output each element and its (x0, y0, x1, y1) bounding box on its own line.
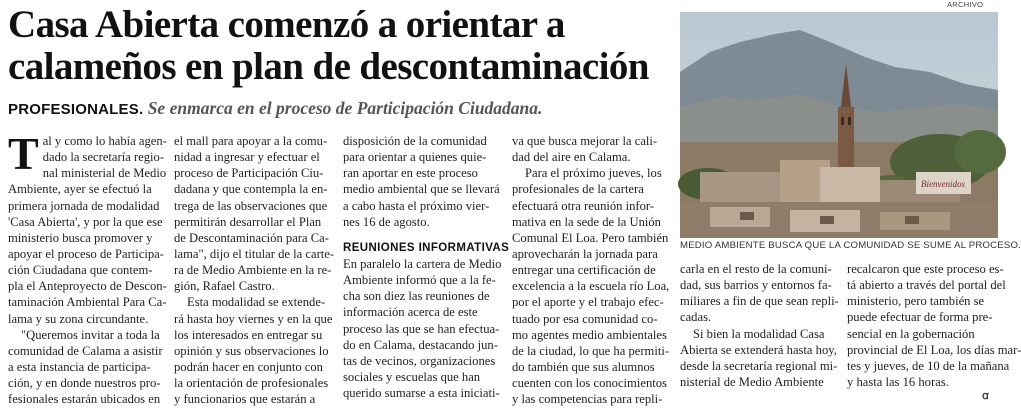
text-line: proceso de Participación Ciu- (174, 166, 324, 181)
text-line: mativa en la sede de la Unión (512, 214, 661, 229)
text-line: ción, y en donde nuestros pro- (8, 376, 161, 391)
text-line: para orientar a quienes quie- (343, 150, 487, 165)
text-line: medio ambiental que se llevará (343, 182, 500, 197)
text-line: aprovecharán la jornada para (512, 246, 658, 261)
church-tower (838, 107, 854, 167)
article-column-6 (847, 261, 1021, 390)
text-line: pla el Anteproyecto de Descon- (8, 279, 167, 294)
text-line: tas de vecinos, organizaciones (343, 353, 496, 368)
headline-line-2: calameños en plan de descontaminación (8, 45, 649, 88)
text-line: y hasta las 16 horas. (847, 374, 949, 389)
text-line: a cabo hasta el próximo vier- (343, 198, 490, 213)
text-line: tá abierto a través del portal del (847, 278, 1006, 293)
text-line: Si bien la modalidad Casa (693, 326, 825, 341)
text-line: información acerca de este (343, 305, 478, 320)
text-line: rá hasta hoy viernes y en la que (174, 311, 333, 326)
text-line: ministerio busca promover y (8, 230, 153, 245)
text-line: lama", dijo el titular de la carte- (174, 246, 335, 261)
text-line: la orientación de profesionales (174, 376, 329, 391)
text-line: entregar una certificación de (512, 263, 656, 278)
text-line: dad, sus barrios y entornos fa- (680, 278, 832, 293)
text-line: va que busca mejorar la cali- (512, 134, 658, 148)
text-line: profesionales de la cartera (512, 182, 644, 197)
mural-text: Bienvenidos (921, 179, 965, 189)
text-line: ra de Medio Ambiente en la re- (174, 263, 332, 278)
text-line: lama y su zona circundante. (8, 311, 149, 326)
subhead-text: Se enmarca en el proceso de Participación Ciudadana. (147, 98, 543, 118)
text-line: ción Ciudadana que contem- (8, 263, 153, 278)
text-line: nes 16 de agosto. (343, 214, 430, 229)
text-line: nidad a ingresar y efectuar el (174, 150, 320, 165)
text-line: cadas. (680, 310, 712, 325)
text-line: comunidad de Calama a asistir (8, 343, 163, 358)
text-line: de Descontaminación para Ca- (174, 230, 329, 245)
text-line: fesionales estarán ubicados en (8, 392, 161, 407)
article-column-3 (343, 133, 510, 401)
text-line: apoyar el proceso de Participa- (8, 246, 164, 261)
text-line: recalcaron que este proceso es- (847, 262, 1004, 276)
photo-credit: ARCHIVO (947, 0, 984, 9)
article-column-2 (174, 133, 335, 407)
text-line: dado la secretaría regio- (42, 150, 165, 165)
text-line: cuenten con los conocimientos (512, 376, 667, 391)
text-line: 'Casa Abierta', y por la que ese (8, 214, 163, 229)
text-line: mo agentes medio ambientales (512, 327, 667, 342)
text-line: los interesados en entregar su (174, 327, 323, 342)
text-line: desde la secretaría regional mi- (680, 358, 838, 373)
text-line: gión, Rafael Castro. (174, 279, 275, 294)
text-line: tes y jueves, de 10 de la mañana (847, 358, 1010, 373)
subhead (8, 97, 668, 121)
subhead-label: PROFESIONALES. (8, 101, 144, 118)
text-line: carla en el resto de la comuni- (680, 262, 832, 276)
city-mountain-photo (680, 12, 998, 238)
text-line: y las competencias para repli- (512, 392, 663, 407)
text-line: ministerio, pero también se (847, 294, 985, 309)
article-column-1 (8, 128, 167, 407)
article-column-4 (512, 133, 670, 407)
text-line: "Queremos invitar a toda la (21, 327, 160, 342)
text-line: miliares a fin de que sean repli- (680, 294, 839, 309)
text-line: por el aporte y el trabajo efec- (512, 295, 664, 310)
text-line: Ambiente informó que a la fe- (343, 273, 496, 288)
text-line: Abierta se extenderá hasta hoy, (680, 342, 837, 357)
text-line: de la ciudad, lo que ha permiti- (512, 343, 670, 358)
text-line: tuado por esa comunidad co- (512, 311, 658, 326)
text-line: Para el próximo jueves, los (525, 166, 662, 181)
text-line: opinión y sus observaciones lo (174, 343, 329, 358)
text-line: a esta instancia de participa- (8, 359, 151, 374)
text-line: disposición de la comunidad (343, 134, 487, 148)
text-line: ran aportar en este proceso (343, 166, 478, 181)
text-line: puede efectuar de forma pre- (847, 310, 993, 325)
text-line: nisterial de Medio Ambiente (680, 374, 824, 389)
text-line: sencial en la gobernación (847, 326, 975, 341)
text-line: primera jornada de modalidad (8, 198, 160, 213)
text-line: el mall para apoyar a la comu- (174, 134, 328, 148)
text-line: efectuará otra reunión infor- (512, 198, 655, 213)
text-line: Ambiente, ayer se efectuó la (8, 182, 152, 197)
text-line: dadana y que contempla la en- (174, 182, 328, 197)
text-line: nal ministerial de Medio (42, 166, 167, 181)
headline (8, 4, 668, 88)
end-mark-icon: ꭤ (982, 390, 989, 402)
article-photo (680, 12, 998, 238)
text-line: En paralelo la cartera de Medio (343, 256, 502, 271)
text-line: do en Calama, destacando jun- (343, 337, 498, 352)
text-line: podrán hacer en conjunto con (174, 359, 323, 374)
text-line: al y como lo había agen- (42, 134, 167, 148)
section-heading: REUNIONES INFORMATIVAS (343, 241, 510, 254)
text-line: y funcionarios que estarán a (174, 392, 316, 407)
text-line: taminación Ambiental Para Ca- (8, 295, 167, 310)
text-line: provincial de El Loa, los días mar- (847, 342, 1021, 357)
text-line: dad del aire en Calama. (512, 150, 631, 165)
photo-caption: MEDIO AMBIENTE BUSCA QUE LA COMUNIDAD SE SUME AL PROCESO. (680, 240, 1021, 251)
text-line: trega de las observaciones que (174, 198, 328, 213)
text-line: cha son diez las reuniones de (343, 289, 490, 304)
drop-cap: T (8, 128, 39, 179)
headline-line-1: Casa Abierta comenzó a orientar a (8, 3, 565, 46)
article-column-5 (680, 261, 839, 390)
text-line: querido sumarse a esta iniciati- (343, 386, 500, 401)
text-line: permitirán desarrollar el Plan (174, 214, 322, 229)
text-line: do también que sus alumnos (512, 359, 655, 374)
text-line: Esta modalidad se extende- (187, 295, 326, 310)
text-line: excelencia a la escuela río Loa, (512, 279, 670, 294)
text-line: sociales y escuelas que han (343, 369, 481, 384)
text-line: Comunal El Loa. Pero también (512, 230, 669, 245)
text-line: proceso las que se han efectua- (343, 321, 500, 336)
